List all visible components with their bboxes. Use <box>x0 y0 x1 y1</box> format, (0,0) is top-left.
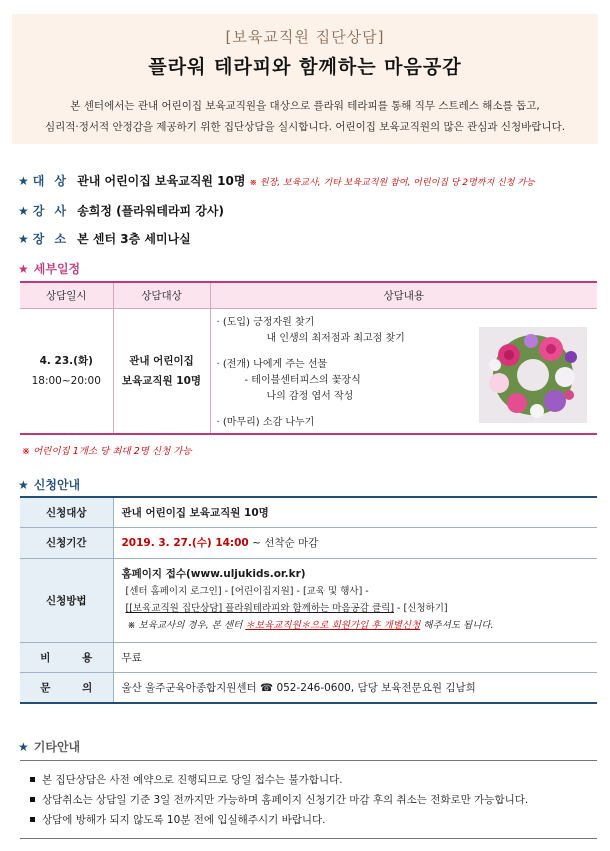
contact-key-text: 문 의 <box>40 681 107 694</box>
apply-contact-key <box>20 672 113 703</box>
place-label: 장 소 <box>32 232 70 246</box>
star-icon: ★ <box>18 232 29 246</box>
apply-table <box>20 496 597 704</box>
apply-target-key: 신청대상 <box>20 497 113 527</box>
content-item: · (마무리) 소감 나누기 <box>216 416 315 428</box>
list-item <box>30 790 528 810</box>
content-item: · (전개) 나에게 주는 선물 <box>216 358 328 370</box>
table-row <box>20 527 597 558</box>
star-icon: ★ <box>18 204 29 218</box>
schedule-section-title <box>18 260 80 277</box>
etc-item-text: 상담취소는 상담일 기준 3일 전까지만 가능하며 홈페이지 신청기간 마감 후의 취소는 전화로만 가능합니다. <box>42 794 529 806</box>
schedule-target-line-2: 보육교직원 10명 <box>121 374 202 387</box>
divider <box>20 760 597 761</box>
intro-text <box>16 96 594 138</box>
apply-title-text: 신청안내 <box>33 478 81 492</box>
star-icon: ★ <box>18 478 29 492</box>
col-header-datetime: 상담일시 <box>20 282 113 308</box>
schedule-title-text: 세부일정 <box>33 262 81 276</box>
program-link[interactable]: [[보육교직원 집단상담] 플라워테라피와 함께하는 마음공감 클릭] <box>125 603 395 614</box>
schedule-time: 18:00~20:00 <box>31 374 101 387</box>
method-note-a: ※ 보육교사의 경우, 본 센터 <box>127 620 246 631</box>
target-note: ※ 원장, 보육교사, 기타 보육교직원 참여, 어린이집 당 2명까지 신청 가능 <box>249 178 535 188</box>
apply-section-title <box>18 476 80 493</box>
table-row <box>20 672 597 703</box>
page-title: 플라워 테라피와 함께하는 마음공감 <box>148 56 462 78</box>
divider <box>20 838 597 839</box>
cost-key-text: 비 용 <box>40 651 107 664</box>
apply-method-path-2 <box>122 600 598 617</box>
apply-period-rest: ~ 선착순 마감 <box>248 537 319 549</box>
apply-period-key: 신청기간 <box>20 527 113 558</box>
table-row <box>20 497 597 527</box>
schedule-date: 4. 23.(화) <box>39 354 93 367</box>
place-info <box>18 230 191 247</box>
star-icon: ★ <box>18 262 29 276</box>
list-item <box>30 810 528 830</box>
apply-cost-key <box>20 642 113 672</box>
apply-cost-value: 무료 <box>113 642 597 672</box>
lecturer-value: 송희정 (플라워테라피 강사) <box>77 204 224 218</box>
method-note-b: 해주셔도 됩니다. <box>420 620 494 631</box>
apply-method-path-rest: - [신청하기] <box>394 603 448 614</box>
intro-line-1: 본 센터에서는 관내 어린이집 보육교직원을 대상으로 플라워 테라피를 통해 직무 스트레스 해소를 돕고, <box>70 100 540 112</box>
place-value: 본 센터 3층 세미나실 <box>77 232 191 246</box>
star-icon: ★ <box>18 174 29 188</box>
content-item: 나의 감정 엽서 작성 <box>266 390 354 402</box>
square-bullet-icon <box>30 777 35 782</box>
table-row <box>20 558 597 642</box>
square-bullet-icon <box>30 817 35 822</box>
square-bullet-icon <box>30 797 35 802</box>
content-item: 내 인생의 최저점과 최고점 찾기 <box>266 332 405 344</box>
schedule-datetime-cell <box>20 308 113 434</box>
schedule-content-cell <box>210 308 597 434</box>
etc-item-text: 상담에 방해가 되지 않도록 10분 전에 입실해주시기 바랍니다. <box>42 814 326 826</box>
apply-period-date: 2019. 3. 27.(수) 14:00 <box>121 537 249 549</box>
col-header-content: 상담내용 <box>210 282 597 308</box>
lecturer-label: 강 사 <box>32 204 70 218</box>
target-value: 관내 어린이집 보육교직원 10명 <box>77 174 246 188</box>
apply-method-key: 신청방법 <box>20 558 113 642</box>
method-note-red: ＊보육교직원＊으로 회원가입 후 개별신청 <box>245 620 421 631</box>
flower-wreath-image <box>479 327 587 423</box>
page-subtitle: [보육교직원 집단상담] <box>225 28 385 46</box>
target-info <box>18 172 535 189</box>
table-row <box>20 642 597 672</box>
apply-period-value <box>113 527 597 558</box>
apply-method-homepage[interactable]: 홈페이지 접수(www.uljukids.or.kr) <box>121 568 306 580</box>
apply-method-note <box>122 617 598 634</box>
apply-contact-value: 울산 울주군육아종합지원센터 ☎ 052-246-0600, 담당 보육전문요원 김남희 <box>113 672 597 703</box>
col-header-target: 상담대상 <box>113 282 210 308</box>
etc-section-title <box>18 738 80 755</box>
schedule-content-list <box>217 315 405 431</box>
lecturer-info <box>18 202 224 219</box>
apply-target-value: 관내 어린이집 보육교직원 10명 <box>113 497 597 527</box>
table-row <box>20 308 597 434</box>
schedule-target-line-1: 관내 어린이집 <box>129 354 194 367</box>
content-item: - 테이블센터피스의 꽃장식 <box>244 374 361 386</box>
content-item: · (도입) 긍정자원 찾기 <box>216 316 315 328</box>
schedule-note: ※ 어린이집 1개소 당 최대 2명 신청 가능 <box>22 446 192 457</box>
schedule-table <box>20 281 597 435</box>
etc-item-text: 본 집단상담은 사전 예약으로 진행되므로 당일 접수는 불가합니다. <box>42 774 343 786</box>
apply-method-path: [센터 홈페이지 로그인] - [어린이집지원] - [교육 및 행사] - <box>125 586 369 597</box>
list-item <box>30 770 528 790</box>
apply-method-value <box>113 558 597 642</box>
etc-list <box>30 770 528 830</box>
schedule-target-cell <box>113 308 210 434</box>
star-icon: ★ <box>18 740 29 754</box>
header-banner <box>12 14 598 144</box>
target-label: 대 상 <box>32 174 70 188</box>
intro-line-2: 심리적·정서적 안정감을 제공하기 위한 집단상담을 실시합니다. 어린이집 보육교직원의 많은 관심과 신청바랍니다. <box>44 121 566 133</box>
etc-title-text: 기타안내 <box>33 740 81 754</box>
